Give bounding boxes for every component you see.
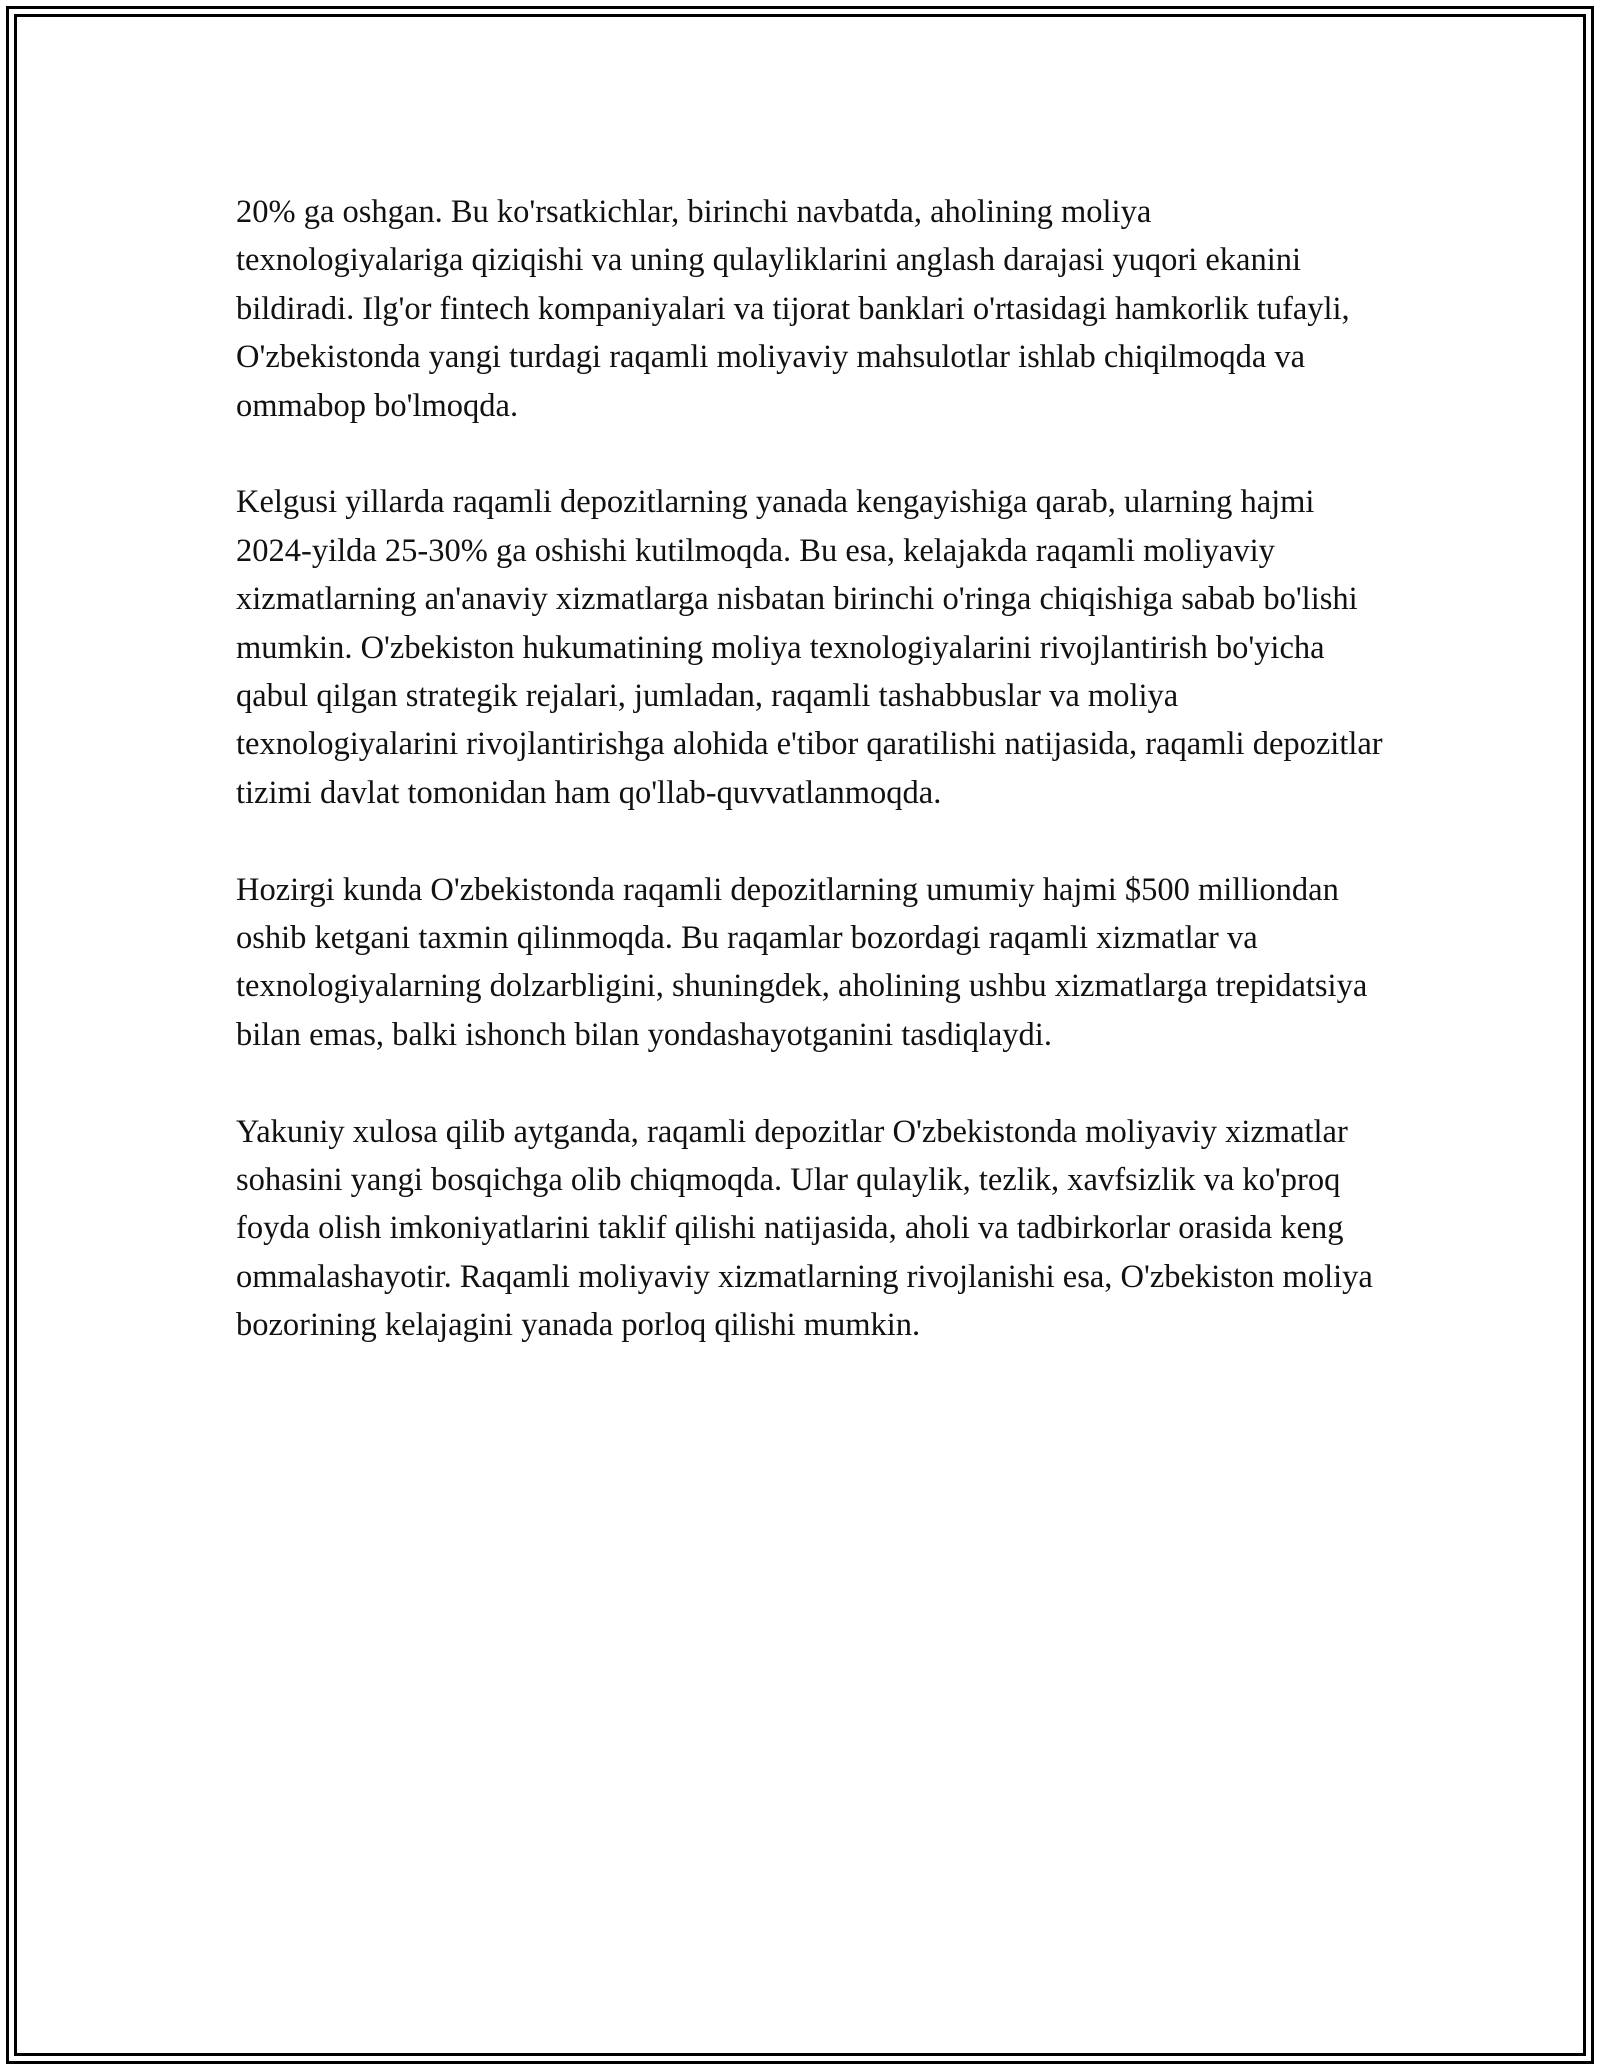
paragraph-4: Yakuniy xulosa qilib aytganda, raqamli depozitlar O'zbekistonda moliyaviy xizmatlar sohasini yangi bosqichga olib chiqmoqda. Ular qulaylik, tezlik, xavfsizlik va ko'proq foyda olish imkoniyatlarini taklif qilishi natijasida, aholi va tadbirkorlar orasida keng ommalashayotir. Raqamli moliyaviy xizmatlarning rivojlanishi esa, O'zbekiston moliya bozorining kelajagini yanada porloq qilishi mumkin.	[236, 1113, 1373, 1344]
paragraph-1: 20% ga oshgan. Bu ko'rsatkichlar, birinchi navbatda, aholining moliya texnologiyalariga qiziqishi va uning qulayliklarini anglash darajasi yuqori ekanini bildiradi. Ilg'or fintech kompaniyalari va tijorat banklari o'rtasidagi hamkorlik tufayli, O'zbekistonda yangi turdagi raqamli moliyaviy mahsulotlar ishlab chiqilmoqda va ommabop bo'lmoqda.	[236, 194, 1350, 424]
document-body	[236, 188, 1386, 1398]
paragraph-3: Hozirgi kunda O'zbekistonda raqamli depozitlarning umumiy hajmi $500 milliondan oshib ketgani taxmin qilinmoqda. Bu raqamlar bozordagi raqamli xizmatlar va texnologiyalarning dolzarbligini, shuningdek, aholining ushbu xizmatlarga trepidatsiya bilan emas, balki ishonch bilan yondashayotganini tasdiqlaydi.	[236, 871, 1368, 1053]
paragraph-2: Kelgusi yillarda raqamli depozitlarning yanada kengayishiga qarab, ularning hajmi 2024-yilda 25-30% ga oshishi kutilmoqda. Bu esa, kelajakda raqamli moliyaviy xizmatlarning an'anaviy xizmatlarga nisbatan birinchi o'ringa chiqishiga sabab bo'lishi mumkin. O'zbekiston hukumatining moliya texnologiyalarini rivojlantirish bo'yicha qabul qilgan strategik rejalari, jumladan, raqamli tashabbuslar va moliya texnologiyalarini rivojlantirishga alohida e'tibor qaratilishi natijasida, raqamli depozitlar tizimi davlat tomonidan ham qo'llab-quvvatlanmoqda.	[236, 484, 1383, 811]
